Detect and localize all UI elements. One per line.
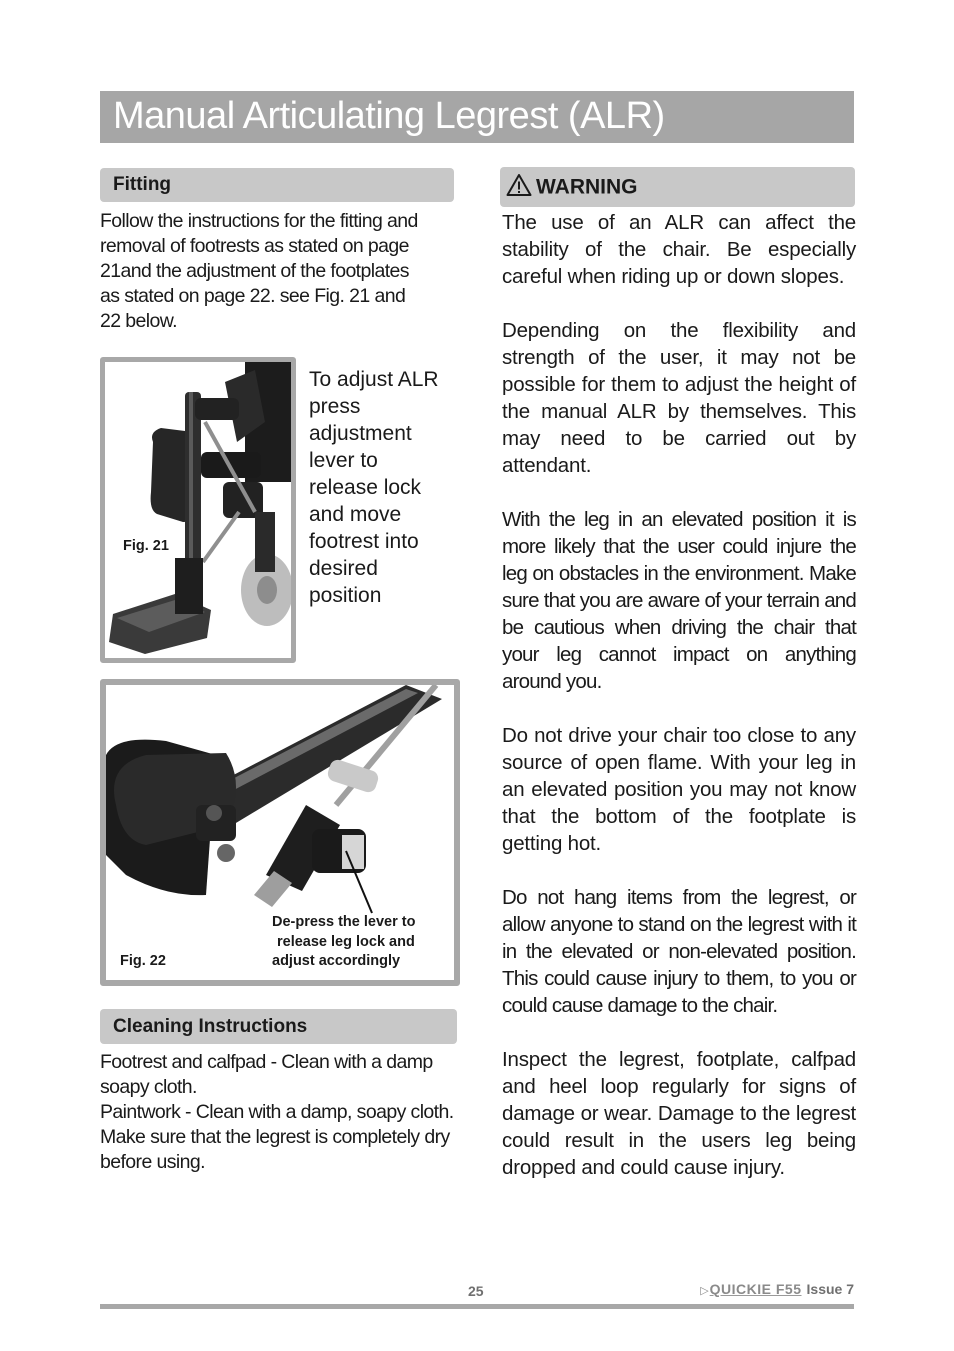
fitting-line: 21and the adjustment of the footplates	[100, 260, 409, 282]
caption-line: De-press the lever to	[272, 914, 416, 930]
fitting-heading: Fitting	[100, 168, 454, 202]
warning-paragraph: Depending on the flexibility and strength of the user, it may not be possible for them to adjust the height of the manual ALR by themselves. This may need to be carried out by attendant.	[502, 319, 856, 477]
fig22-photo	[100, 679, 460, 986]
warning-paragraph: Do not hang items from the legrest, or allow anyone to stand on the legrest with it in the elevated or non-elevated position. This could cause injury to them, to you or could cause damage to the chair.	[502, 886, 856, 1017]
brand-logo: QUICKIE F55	[709, 1281, 802, 1297]
page-number: 25	[468, 1283, 484, 1299]
warning-paragraph: Inspect the legrest, footplate, calfpad and heel loop regularly for signs of damage or wear. Damage to the legrest could result in the users leg being dropped and could cause injury.	[502, 1048, 856, 1179]
fig21-label: Fig. 21	[123, 538, 169, 554]
footer-rule	[100, 1304, 854, 1309]
fitting-line: Follow the instructions for the fitting and	[100, 210, 418, 232]
footer-brand	[700, 1281, 854, 1297]
warning-heading-label: WARNING	[536, 175, 638, 199]
adjust-line: desired	[309, 557, 378, 580]
fig22-label: Fig. 22	[120, 953, 166, 969]
legrest-side-photo	[105, 362, 291, 658]
warning-paragraph: The use of an ALR can affect the stability of the chair. Be especially careful when riding up or down slopes.	[502, 211, 856, 288]
cleaning-paragraph: Paintwork - Clean with a damp, soapy cloth.	[100, 1101, 454, 1123]
adjust-line: press	[309, 395, 361, 418]
brand-triangle-icon: ▷	[700, 1285, 709, 1297]
warning-paragraph: Do not drive your chair too close to any source of open flame. With your leg in an elevated position you may not know that the bottom of the footplate is getting hot.	[502, 724, 856, 855]
adjust-line: adjustment	[309, 422, 412, 445]
fitting-line: as stated on page 22. see Fig. 21 and	[100, 285, 406, 307]
cleaning-paragraph: Make sure that the legrest is completely dry before using.	[100, 1126, 450, 1173]
warning-text	[502, 209, 856, 1208]
caption-line: release leg lock and	[277, 933, 415, 950]
title-bar	[100, 91, 854, 143]
warning-triangle-icon	[506, 173, 532, 197]
cleaning-paragraph: Footrest and calfpad - Clean with a damp soapy cloth.	[100, 1051, 433, 1098]
warning-heading	[500, 167, 855, 207]
fig22-caption	[272, 913, 442, 972]
adjust-line: footrest into	[309, 530, 419, 553]
page-title: Manual Articulating Legrest (ALR)	[113, 95, 665, 137]
fig21-photo	[100, 357, 296, 663]
adjust-line: and move	[309, 503, 402, 526]
issue-label: Issue 7	[806, 1281, 854, 1297]
adjust-instructions	[309, 366, 449, 609]
fitting-line: 22 below.	[100, 310, 177, 332]
adjust-line: lever to	[309, 449, 378, 472]
cleaning-heading: Cleaning Instructions	[100, 1009, 457, 1044]
cleaning-text	[100, 1050, 460, 1175]
caption-line: adjust accordingly	[272, 953, 401, 969]
warning-paragraph: With the leg in an elevated position it is more likely that the user could injure the leg on obstacles in the environment. Make sure that you are aware of your terrain and be cautious when driving the chair that your leg cannot impact on anything around you.	[502, 508, 856, 693]
fitting-line: removal of footrests as stated on page	[100, 235, 409, 257]
adjust-line: To adjust ALR	[309, 368, 439, 391]
fitting-text	[100, 209, 456, 334]
adjust-line: position	[309, 584, 382, 607]
adjust-line: release lock	[309, 476, 422, 499]
